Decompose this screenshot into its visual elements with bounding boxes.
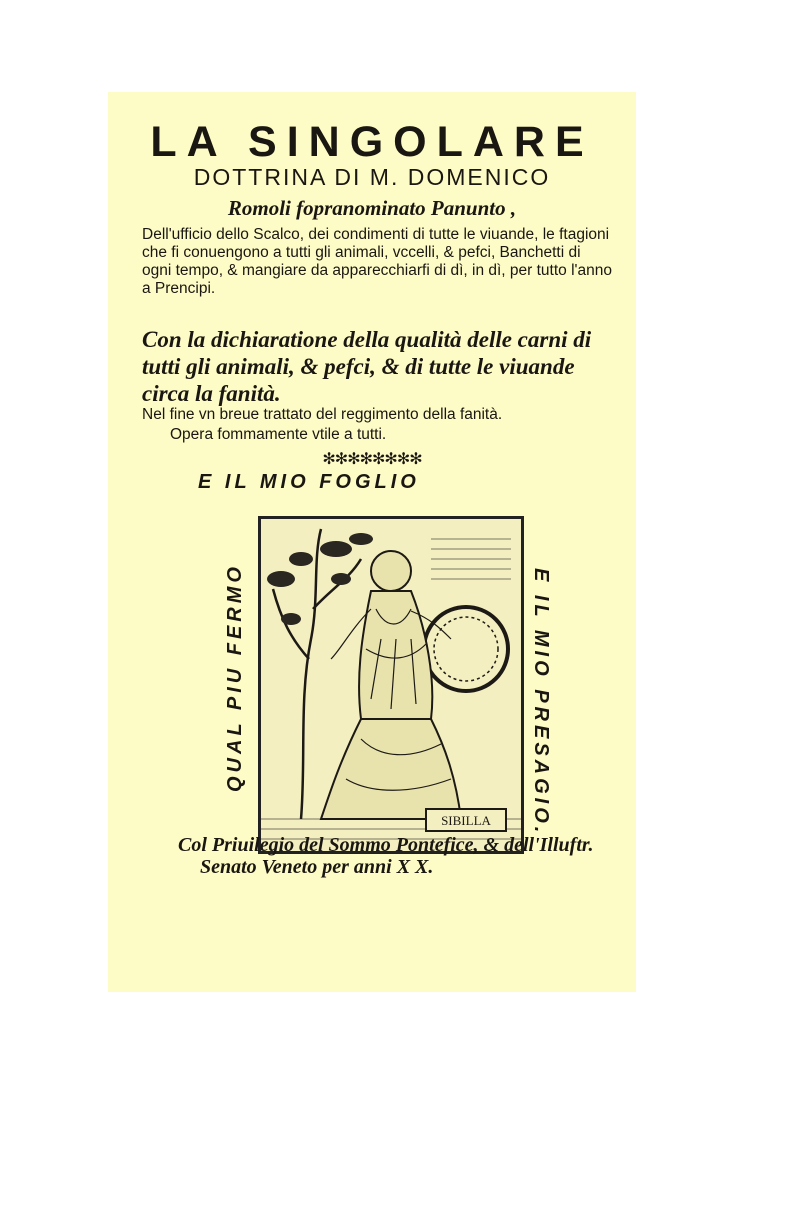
- woodcut-label: SIBILLA: [441, 813, 491, 828]
- book-title: LA SINGOLARE: [150, 118, 594, 166]
- title-page: [108, 92, 636, 992]
- privilege-block: [178, 834, 638, 878]
- sibyl-figure-image: [261, 519, 521, 851]
- woodcut-illustration: [258, 516, 524, 854]
- privilege-line-2: Senato Veneto per anni X X.: [200, 856, 434, 878]
- book-subtitle: DOTTRINA DI M. DOMENICO: [193, 164, 551, 190]
- privilege-line-1: Col Priuilegio del Sommo Pontefice, & dell'Illuftr.: [178, 834, 594, 856]
- author-line: Romoli fopranominato Panunto ,: [227, 196, 517, 220]
- motto-right: E IL MIO PRESAGIO.: [530, 568, 552, 837]
- treatise-line: Nel fine vn breue trattato del reggimento della fanità.: [142, 406, 503, 423]
- ornament-divider: ✻✻✻✻✻✻✻✻: [322, 451, 422, 468]
- declaration-paragraph: Con la dichiaratione della qualità delle carni di tutti gli animali, & pefci, & di tutte le viuande circa la fanità.: [142, 327, 592, 406]
- motto-left: QUAL PIU FERMO: [224, 563, 246, 792]
- motto-top: E IL MIO FOGLIO: [198, 471, 420, 493]
- description-paragraph: Dell'ufficio dello Scalco, dei condimenti di tutte le viuande, le ftagioni che fi conuengono a tutti gli animali, vccelli, & pefci, Banchetti di ogni tempo, & mangiare da apparecchiarfi di dì, in dì, per tutto l'anno a Prencipi.: [142, 226, 612, 297]
- usefulness-line: Opera fommamente vtile a tutti.: [170, 426, 387, 443]
